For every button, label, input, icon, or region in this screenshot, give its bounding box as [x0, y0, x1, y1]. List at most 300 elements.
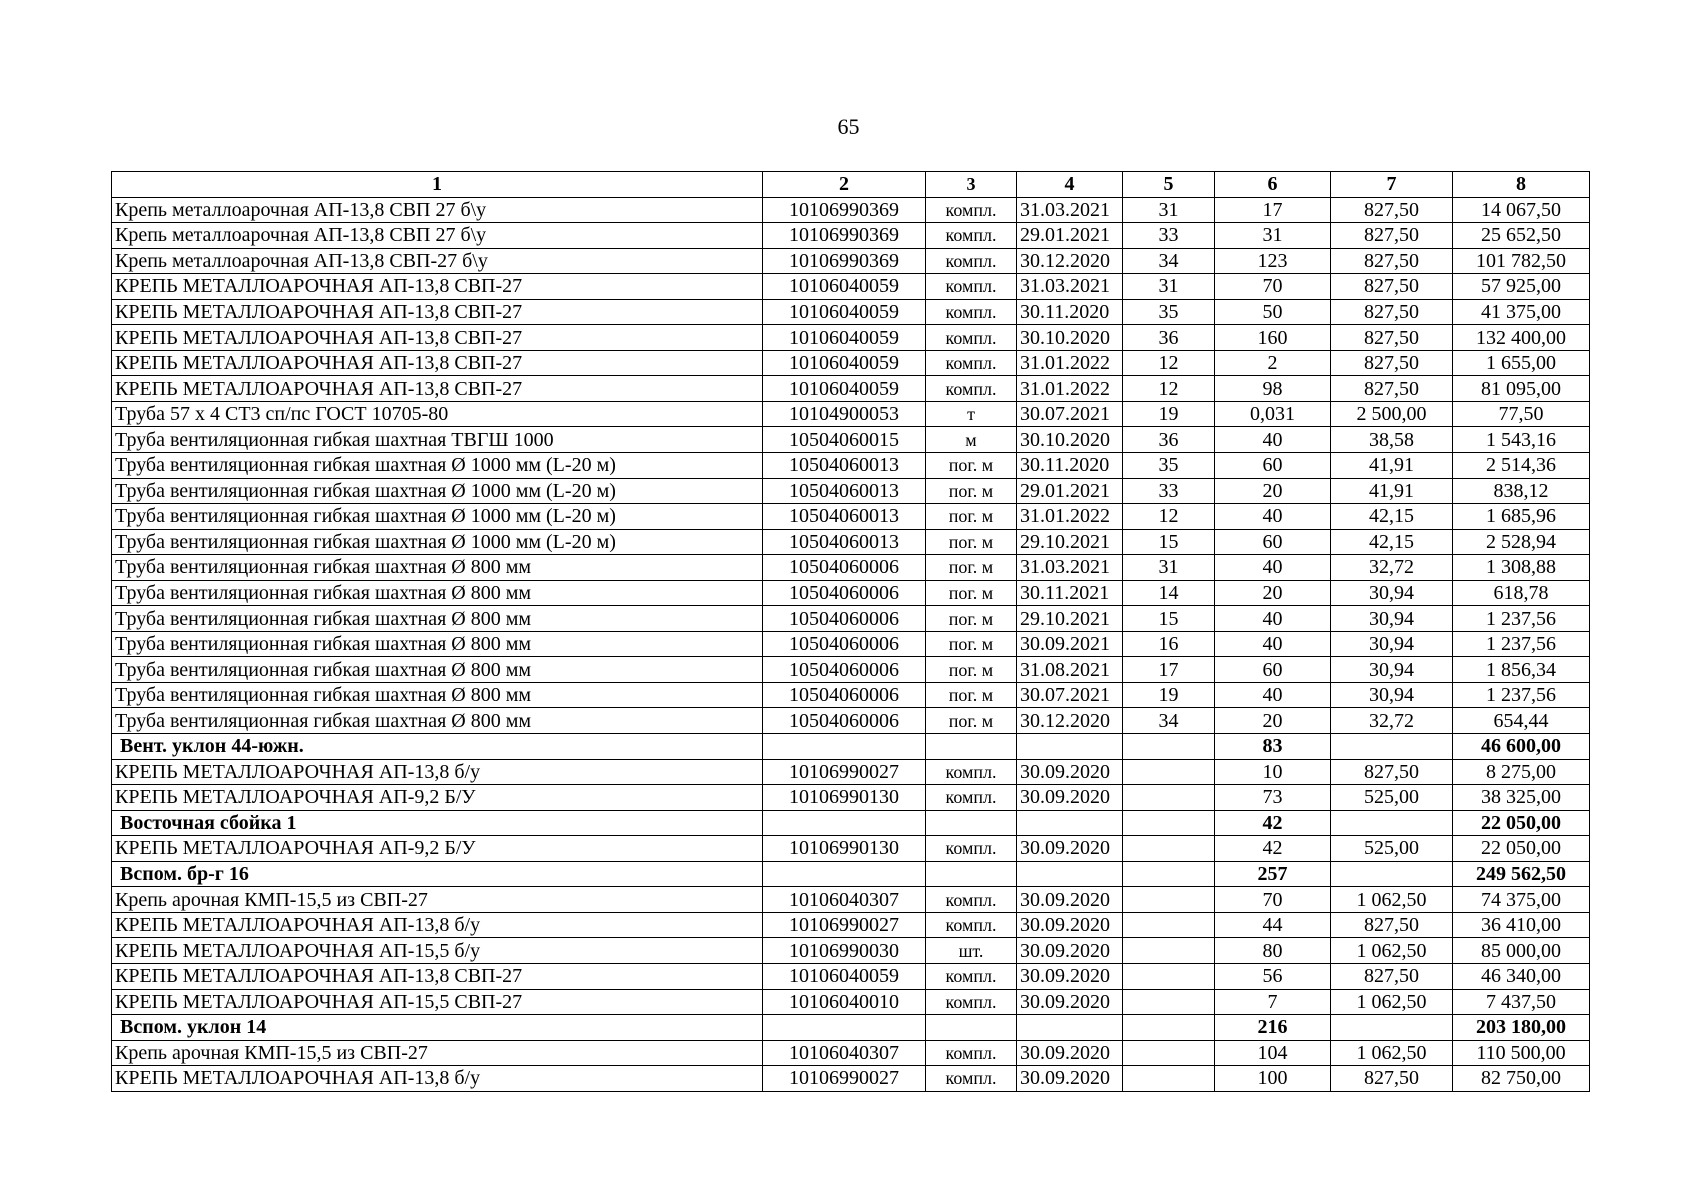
price-cell: 32,72	[1331, 708, 1453, 734]
unit-cell: компл.	[926, 274, 1017, 300]
unit-cell: пог. м	[926, 478, 1017, 504]
months-cell: 12	[1123, 350, 1215, 376]
table-row	[112, 376, 1590, 402]
months-cell	[1123, 836, 1215, 862]
quantity-cell: 42	[1215, 810, 1331, 836]
unit-cell: пог. м	[926, 504, 1017, 530]
quantity-cell: 42	[1215, 836, 1331, 862]
table-row	[112, 887, 1590, 913]
months-cell: 35	[1123, 299, 1215, 325]
table-row	[112, 248, 1590, 274]
months-cell: 19	[1123, 401, 1215, 427]
item-code-cell: 10504060006	[763, 606, 926, 632]
item-code-cell: 10106040059	[763, 350, 926, 376]
item-code-cell: 10504060015	[763, 427, 926, 453]
table-row	[112, 1040, 1590, 1066]
table-row	[112, 325, 1590, 351]
table-row	[112, 657, 1590, 683]
sum-cell: 1 543,16	[1453, 427, 1590, 453]
price-cell: 525,00	[1331, 785, 1453, 811]
item-name-cell: КРЕПЬ МЕТАЛЛОАРОЧНАЯ АП-9,2 Б/У	[112, 785, 763, 811]
item-name-cell: Труба вентиляционная гибкая шахтная Ø 800 мм	[112, 606, 763, 632]
price-cell: 827,50	[1331, 963, 1453, 989]
quantity-cell: 98	[1215, 376, 1331, 402]
quantity-cell: 2	[1215, 350, 1331, 376]
unit-cell: м	[926, 427, 1017, 453]
date-cell: 30.11.2020	[1017, 453, 1123, 479]
unit-cell: компл.	[926, 912, 1017, 938]
unit-cell: компл.	[926, 887, 1017, 913]
item-code-cell: 10106040307	[763, 1040, 926, 1066]
quantity-cell: 40	[1215, 504, 1331, 530]
date-cell: 29.10.2021	[1017, 529, 1123, 555]
unit-cell: пог. м	[926, 631, 1017, 657]
unit-cell: т	[926, 401, 1017, 427]
unit-cell: пог. м	[926, 555, 1017, 581]
sum-cell: 101 782,50	[1453, 248, 1590, 274]
item-name-cell: Труба вентиляционная гибкая шахтная Ø 1000 мм (L-20 м)	[112, 504, 763, 530]
unit-cell: компл.	[926, 963, 1017, 989]
price-cell: 827,50	[1331, 1066, 1453, 1092]
months-cell: 34	[1123, 708, 1215, 734]
unit-cell: компл.	[926, 197, 1017, 223]
quantity-cell: 40	[1215, 427, 1331, 453]
item-name-cell: Труба вентиляционная гибкая шахтная Ø 800 мм	[112, 555, 763, 581]
price-cell: 1 062,50	[1331, 1040, 1453, 1066]
unit-cell: компл.	[926, 223, 1017, 249]
quantity-cell: 17	[1215, 197, 1331, 223]
unit-cell: компл.	[926, 785, 1017, 811]
months-cell	[1123, 734, 1215, 760]
item-code-cell: 10104900053	[763, 401, 926, 427]
item-code-cell: 10106040307	[763, 887, 926, 913]
quantity-cell: 100	[1215, 1066, 1331, 1092]
item-name-cell: Крепь арочная КМП-15,5 из СВП-27	[112, 1040, 763, 1066]
item-code-cell: 10106990130	[763, 836, 926, 862]
item-name-cell: КРЕПЬ МЕТАЛЛОАРОЧНАЯ АП-13,8 б/у	[112, 912, 763, 938]
price-cell: 1 062,50	[1331, 938, 1453, 964]
date-cell: 30.09.2020	[1017, 836, 1123, 862]
months-cell	[1123, 861, 1215, 887]
quantity-cell: 40	[1215, 555, 1331, 581]
unit-cell	[926, 810, 1017, 836]
sum-cell: 38 325,00	[1453, 785, 1590, 811]
unit-cell: компл.	[926, 759, 1017, 785]
table-row	[112, 427, 1590, 453]
unit-cell: компл.	[926, 248, 1017, 274]
sum-cell: 46 600,00	[1453, 734, 1590, 760]
subtotal-row	[112, 734, 1590, 760]
item-name-cell: Труба вентиляционная гибкая шахтная Ø 1000 мм (L-20 м)	[112, 453, 763, 479]
quantity-cell: 20	[1215, 580, 1331, 606]
sum-cell: 22 050,00	[1453, 836, 1590, 862]
price-cell: 30,94	[1331, 606, 1453, 632]
header-cell: 8	[1453, 172, 1590, 198]
sum-cell: 14 067,50	[1453, 197, 1590, 223]
sum-cell: 81 095,00	[1453, 376, 1590, 402]
date-cell: 30.09.2020	[1017, 963, 1123, 989]
sum-cell: 7 437,50	[1453, 989, 1590, 1015]
sum-cell: 36 410,00	[1453, 912, 1590, 938]
sum-cell: 1 856,34	[1453, 657, 1590, 683]
sum-cell: 838,12	[1453, 478, 1590, 504]
item-code-cell: 10504060013	[763, 504, 926, 530]
header-cell: 7	[1331, 172, 1453, 198]
unit-cell	[926, 861, 1017, 887]
item-code-cell: 10106990369	[763, 197, 926, 223]
page-number: 65	[837, 114, 860, 139]
item-code-cell	[763, 810, 926, 836]
item-name-cell: Вспом. уклон 14	[112, 1015, 763, 1041]
months-cell: 17	[1123, 657, 1215, 683]
months-cell	[1123, 759, 1215, 785]
item-name-cell: Крепь металлоарочная АП-13,8 СВП 27 б\у	[112, 223, 763, 249]
date-cell: 30.11.2020	[1017, 299, 1123, 325]
price-cell	[1331, 734, 1453, 760]
item-code-cell: 10106040059	[763, 376, 926, 402]
item-name-cell: Восточная сбойка 1	[112, 810, 763, 836]
date-cell: 31.03.2021	[1017, 197, 1123, 223]
price-cell: 32,72	[1331, 555, 1453, 581]
quantity-cell: 60	[1215, 657, 1331, 683]
item-name-cell: Труба вентиляционная гибкая шахтная Ø 800 мм	[112, 657, 763, 683]
quantity-cell: 160	[1215, 325, 1331, 351]
item-code-cell	[763, 861, 926, 887]
sum-cell: 1 308,88	[1453, 555, 1590, 581]
months-cell: 35	[1123, 453, 1215, 479]
sum-cell: 1 237,56	[1453, 682, 1590, 708]
item-name-cell: Труба вентиляционная гибкая шахтная Ø 800 мм	[112, 708, 763, 734]
quantity-cell: 216	[1215, 1015, 1331, 1041]
item-code-cell: 10106990369	[763, 223, 926, 249]
unit-cell: пог. м	[926, 529, 1017, 555]
months-cell: 33	[1123, 223, 1215, 249]
price-cell: 30,94	[1331, 580, 1453, 606]
item-code-cell: 10504060013	[763, 453, 926, 479]
item-code-cell: 10106040010	[763, 989, 926, 1015]
months-cell: 36	[1123, 325, 1215, 351]
price-cell: 30,94	[1331, 682, 1453, 708]
table-row	[112, 478, 1590, 504]
sum-cell: 8 275,00	[1453, 759, 1590, 785]
table-row	[112, 606, 1590, 632]
price-cell: 827,50	[1331, 197, 1453, 223]
price-cell	[1331, 810, 1453, 836]
date-cell: 30.09.2020	[1017, 938, 1123, 964]
date-cell: 30.09.2020	[1017, 1040, 1123, 1066]
quantity-cell: 31	[1215, 223, 1331, 249]
item-name-cell: КРЕПЬ МЕТАЛЛОАРОЧНАЯ АП-13,8 СВП-27	[112, 376, 763, 402]
unit-cell	[926, 1015, 1017, 1041]
item-name-cell: Труба вентиляционная гибкая шахтная Ø 800 мм	[112, 682, 763, 708]
date-cell: 31.03.2021	[1017, 555, 1123, 581]
price-cell: 827,50	[1331, 325, 1453, 351]
table-row	[112, 223, 1590, 249]
sum-cell: 46 340,00	[1453, 963, 1590, 989]
quantity-cell: 60	[1215, 453, 1331, 479]
months-cell	[1123, 887, 1215, 913]
unit-cell	[926, 734, 1017, 760]
date-cell: 31.01.2022	[1017, 376, 1123, 402]
price-cell: 30,94	[1331, 657, 1453, 683]
months-cell	[1123, 963, 1215, 989]
item-name-cell: Крепь арочная КМП-15,5 из СВП-27	[112, 887, 763, 913]
price-cell: 1 062,50	[1331, 887, 1453, 913]
quantity-cell: 20	[1215, 478, 1331, 504]
header-cell: 6	[1215, 172, 1331, 198]
months-cell: 31	[1123, 197, 1215, 223]
months-cell	[1123, 989, 1215, 1015]
unit-cell: пог. м	[926, 606, 1017, 632]
table-row	[112, 938, 1590, 964]
table-row	[112, 963, 1590, 989]
months-cell: 15	[1123, 529, 1215, 555]
quantity-cell: 123	[1215, 248, 1331, 274]
table-row	[112, 504, 1590, 530]
price-cell: 38,58	[1331, 427, 1453, 453]
table-row	[112, 401, 1590, 427]
unit-cell: компл.	[926, 325, 1017, 351]
price-cell: 827,50	[1331, 350, 1453, 376]
item-code-cell: 10106040059	[763, 963, 926, 989]
inventory-table	[111, 171, 1590, 1092]
table-row	[112, 453, 1590, 479]
item-code-cell: 10106990130	[763, 785, 926, 811]
unit-cell: пог. м	[926, 580, 1017, 606]
item-code-cell: 10504060006	[763, 555, 926, 581]
item-name-cell: Крепь металлоарочная АП-13,8 СВП-27 б\у	[112, 248, 763, 274]
months-cell: 31	[1123, 555, 1215, 581]
item-code-cell: 10504060013	[763, 478, 926, 504]
quantity-cell: 0,031	[1215, 401, 1331, 427]
date-cell: 30.09.2020	[1017, 887, 1123, 913]
sum-cell: 74 375,00	[1453, 887, 1590, 913]
table-row	[112, 836, 1590, 862]
date-cell: 29.10.2021	[1017, 606, 1123, 632]
months-cell: 31	[1123, 274, 1215, 300]
price-cell: 525,00	[1331, 836, 1453, 862]
quantity-cell: 7	[1215, 989, 1331, 1015]
price-cell: 42,15	[1331, 504, 1453, 530]
unit-cell: компл.	[926, 376, 1017, 402]
table-row	[112, 759, 1590, 785]
months-cell: 16	[1123, 631, 1215, 657]
price-cell: 42,15	[1331, 529, 1453, 555]
item-code-cell: 10504060006	[763, 580, 926, 606]
header-cell: 4	[1017, 172, 1123, 198]
item-code-cell: 10106040059	[763, 325, 926, 351]
sum-cell: 85 000,00	[1453, 938, 1590, 964]
item-code-cell: 10106990030	[763, 938, 926, 964]
item-name-cell: КРЕПЬ МЕТАЛЛОАРОЧНАЯ АП-15,5 б/у	[112, 938, 763, 964]
quantity-cell: 10	[1215, 759, 1331, 785]
months-cell: 15	[1123, 606, 1215, 632]
sum-cell: 22 050,00	[1453, 810, 1590, 836]
sum-cell: 1 685,96	[1453, 504, 1590, 530]
price-cell: 827,50	[1331, 223, 1453, 249]
subtotal-row	[112, 1015, 1590, 1041]
unit-cell: компл.	[926, 1040, 1017, 1066]
date-cell: 29.01.2021	[1017, 478, 1123, 504]
unit-cell: компл.	[926, 836, 1017, 862]
sum-cell: 41 375,00	[1453, 299, 1590, 325]
date-cell: 30.10.2020	[1017, 325, 1123, 351]
sum-cell: 2 514,36	[1453, 453, 1590, 479]
item-code-cell: 10504060006	[763, 682, 926, 708]
item-name-cell: КРЕПЬ МЕТАЛЛОАРОЧНАЯ АП-13,8 СВП-27	[112, 963, 763, 989]
item-code-cell: 10504060013	[763, 529, 926, 555]
item-name-cell: КРЕПЬ МЕТАЛЛОАРОЧНАЯ АП-13,8 б/у	[112, 1066, 763, 1092]
date-cell: 30.09.2020	[1017, 1066, 1123, 1092]
sum-cell: 1 237,56	[1453, 606, 1590, 632]
quantity-cell: 40	[1215, 682, 1331, 708]
table-row	[112, 350, 1590, 376]
item-name-cell: Труба вентиляционная гибкая шахтная Ø 800 мм	[112, 631, 763, 657]
price-cell: 827,50	[1331, 274, 1453, 300]
quantity-cell: 20	[1215, 708, 1331, 734]
months-cell	[1123, 912, 1215, 938]
header-cell: 3	[926, 172, 1017, 198]
item-name-cell: КРЕПЬ МЕТАЛЛОАРОЧНАЯ АП-13,8 СВП-27	[112, 325, 763, 351]
price-cell	[1331, 861, 1453, 887]
sum-cell: 1 237,56	[1453, 631, 1590, 657]
unit-cell: пог. м	[926, 657, 1017, 683]
item-code-cell: 10106990369	[763, 248, 926, 274]
price-cell: 30,94	[1331, 631, 1453, 657]
table-row	[112, 274, 1590, 300]
date-cell: 31.01.2022	[1017, 504, 1123, 530]
table-row	[112, 197, 1590, 223]
quantity-cell: 70	[1215, 274, 1331, 300]
sum-cell: 249 562,50	[1453, 861, 1590, 887]
table-row	[112, 529, 1590, 555]
quantity-cell: 50	[1215, 299, 1331, 325]
sum-cell: 1 655,00	[1453, 350, 1590, 376]
months-cell	[1123, 1015, 1215, 1041]
quantity-cell: 40	[1215, 606, 1331, 632]
months-cell	[1123, 938, 1215, 964]
item-code-cell	[763, 734, 926, 760]
table-row	[112, 708, 1590, 734]
item-name-cell: Труба вентиляционная гибкая шахтная ТВГШ 1000	[112, 427, 763, 453]
quantity-cell: 70	[1215, 887, 1331, 913]
item-name-cell: Вспом. бр-г 16	[112, 861, 763, 887]
price-cell: 2 500,00	[1331, 401, 1453, 427]
table-header-row	[112, 172, 1590, 198]
sum-cell: 25 652,50	[1453, 223, 1590, 249]
sum-cell: 132 400,00	[1453, 325, 1590, 351]
subtotal-row	[112, 861, 1590, 887]
date-cell: 30.09.2020	[1017, 759, 1123, 785]
months-cell: 19	[1123, 682, 1215, 708]
sum-cell: 57 925,00	[1453, 274, 1590, 300]
months-cell	[1123, 785, 1215, 811]
quantity-cell: 56	[1215, 963, 1331, 989]
months-cell: 33	[1123, 478, 1215, 504]
table-row	[112, 299, 1590, 325]
quantity-cell: 40	[1215, 631, 1331, 657]
item-code-cell	[763, 1015, 926, 1041]
price-cell: 1 062,50	[1331, 989, 1453, 1015]
price-cell: 827,50	[1331, 299, 1453, 325]
quantity-cell: 44	[1215, 912, 1331, 938]
item-name-cell: Труба вентиляционная гибкая шахтная Ø 1000 мм (L-20 м)	[112, 529, 763, 555]
months-cell: 12	[1123, 504, 1215, 530]
date-cell: 30.12.2020	[1017, 708, 1123, 734]
date-cell: 30.09.2020	[1017, 785, 1123, 811]
date-cell: 30.10.2020	[1017, 427, 1123, 453]
quantity-cell: 104	[1215, 1040, 1331, 1066]
item-code-cell: 10504060006	[763, 631, 926, 657]
table-row	[112, 989, 1590, 1015]
table-row	[112, 912, 1590, 938]
price-cell: 827,50	[1331, 759, 1453, 785]
date-cell: 31.03.2021	[1017, 274, 1123, 300]
quantity-cell: 83	[1215, 734, 1331, 760]
item-name-cell: КРЕПЬ МЕТАЛЛОАРОЧНАЯ АП-9,2 Б/У	[112, 836, 763, 862]
unit-cell: компл.	[926, 299, 1017, 325]
item-name-cell: КРЕПЬ МЕТАЛЛОАРОЧНАЯ АП-13,8 СВП-27	[112, 350, 763, 376]
unit-cell: пог. м	[926, 708, 1017, 734]
sum-cell: 77,50	[1453, 401, 1590, 427]
item-name-cell: КРЕПЬ МЕТАЛЛОАРОЧНАЯ АП-13,8 СВП-27	[112, 274, 763, 300]
sum-cell: 110 500,00	[1453, 1040, 1590, 1066]
header-cell: 5	[1123, 172, 1215, 198]
item-name-cell: Труба вентиляционная гибкая шахтная Ø 800 мм	[112, 580, 763, 606]
date-cell: 30.09.2021	[1017, 631, 1123, 657]
date-cell	[1017, 1015, 1123, 1041]
item-name-cell: Труба 57 х 4 СТ3 сп/пс ГОСТ 10705-80	[112, 401, 763, 427]
months-cell: 14	[1123, 580, 1215, 606]
date-cell: 30.12.2020	[1017, 248, 1123, 274]
table-row	[112, 1066, 1590, 1092]
date-cell: 31.08.2021	[1017, 657, 1123, 683]
date-cell: 29.01.2021	[1017, 223, 1123, 249]
months-cell: 36	[1123, 427, 1215, 453]
item-name-cell: КРЕПЬ МЕТАЛЛОАРОЧНАЯ АП-15,5 СВП-27	[112, 989, 763, 1015]
item-code-cell: 10106990027	[763, 759, 926, 785]
item-name-cell: Вент. уклон 44-южн.	[112, 734, 763, 760]
item-code-cell: 10504060006	[763, 657, 926, 683]
header-cell: 2	[763, 172, 926, 198]
date-cell	[1017, 810, 1123, 836]
price-cell: 41,91	[1331, 478, 1453, 504]
date-cell: 31.01.2022	[1017, 350, 1123, 376]
quantity-cell: 60	[1215, 529, 1331, 555]
date-cell: 30.09.2020	[1017, 912, 1123, 938]
item-name-cell: КРЕПЬ МЕТАЛЛОАРОЧНАЯ АП-13,8 б/у	[112, 759, 763, 785]
table-row	[112, 682, 1590, 708]
quantity-cell: 80	[1215, 938, 1331, 964]
item-name-cell: КРЕПЬ МЕТАЛЛОАРОЧНАЯ АП-13,8 СВП-27	[112, 299, 763, 325]
subtotal-row	[112, 810, 1590, 836]
unit-cell: компл.	[926, 989, 1017, 1015]
months-cell: 12	[1123, 376, 1215, 402]
item-code-cell: 10106040059	[763, 274, 926, 300]
months-cell	[1123, 1040, 1215, 1066]
quantity-cell: 257	[1215, 861, 1331, 887]
date-cell: 30.07.2021	[1017, 682, 1123, 708]
sum-cell: 82 750,00	[1453, 1066, 1590, 1092]
price-cell	[1331, 1015, 1453, 1041]
price-cell: 827,50	[1331, 376, 1453, 402]
item-name-cell: Труба вентиляционная гибкая шахтная Ø 1000 мм (L-20 м)	[112, 478, 763, 504]
date-cell	[1017, 734, 1123, 760]
item-code-cell: 10106990027	[763, 912, 926, 938]
sum-cell: 203 180,00	[1453, 1015, 1590, 1041]
header-cell: 1	[112, 172, 763, 198]
unit-cell: шт.	[926, 938, 1017, 964]
